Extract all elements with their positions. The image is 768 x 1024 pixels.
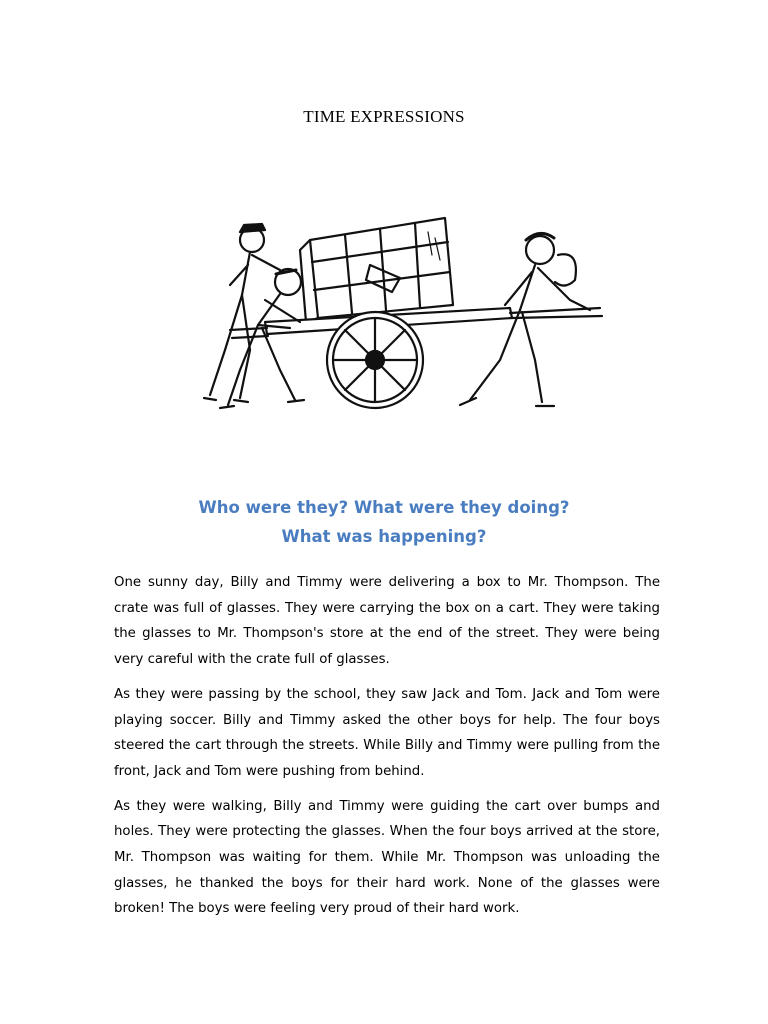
story-paragraph-1: One sunny day, Billy and Timmy were delivering a box to Mr. Thompson. The crate was full of glasses. They were carrying the box on a cart. They were taking the glasses to Mr. Thompson's store at the end of the street. They were being very careful with the crate full of glasses. — [114, 575, 660, 668]
boys-pushing-cart-illustration — [170, 210, 610, 425]
story-paragraph-3: As they were walking, Billy and Timmy were guiding the cart over bumps and holes. They were protecting the glasses. When the four boys arrived at the store, Mr. Thompson was waiting for them. While Mr. Thompson was unloading the glasses, he thanked the boys for their hard work. None of the glasses were broken! The boys were feeling very proud of their hard work. — [114, 798, 660, 917]
question-line-2: What was happening? — [281, 527, 487, 546]
question-heading — [0, 493, 768, 551]
question-line-1: Who were they? What were they doing? — [198, 498, 570, 517]
crate-drawing — [300, 218, 453, 322]
boy-left-back-drawing — [204, 224, 280, 402]
story-paragraph-2: As they were passing by the school, they saw Jack and Tom. Jack and Tom were playing soccer. Billy and Timmy asked the other boys for help. The four boys steered the cart through the streets. While Billy and Timmy were pulling from the front, Jack and Tom were pushing from behind. — [114, 686, 660, 779]
cart-drawing — [230, 308, 602, 408]
page-title: TIME EXPRESSIONS — [303, 107, 465, 126]
story-text — [114, 570, 660, 931]
